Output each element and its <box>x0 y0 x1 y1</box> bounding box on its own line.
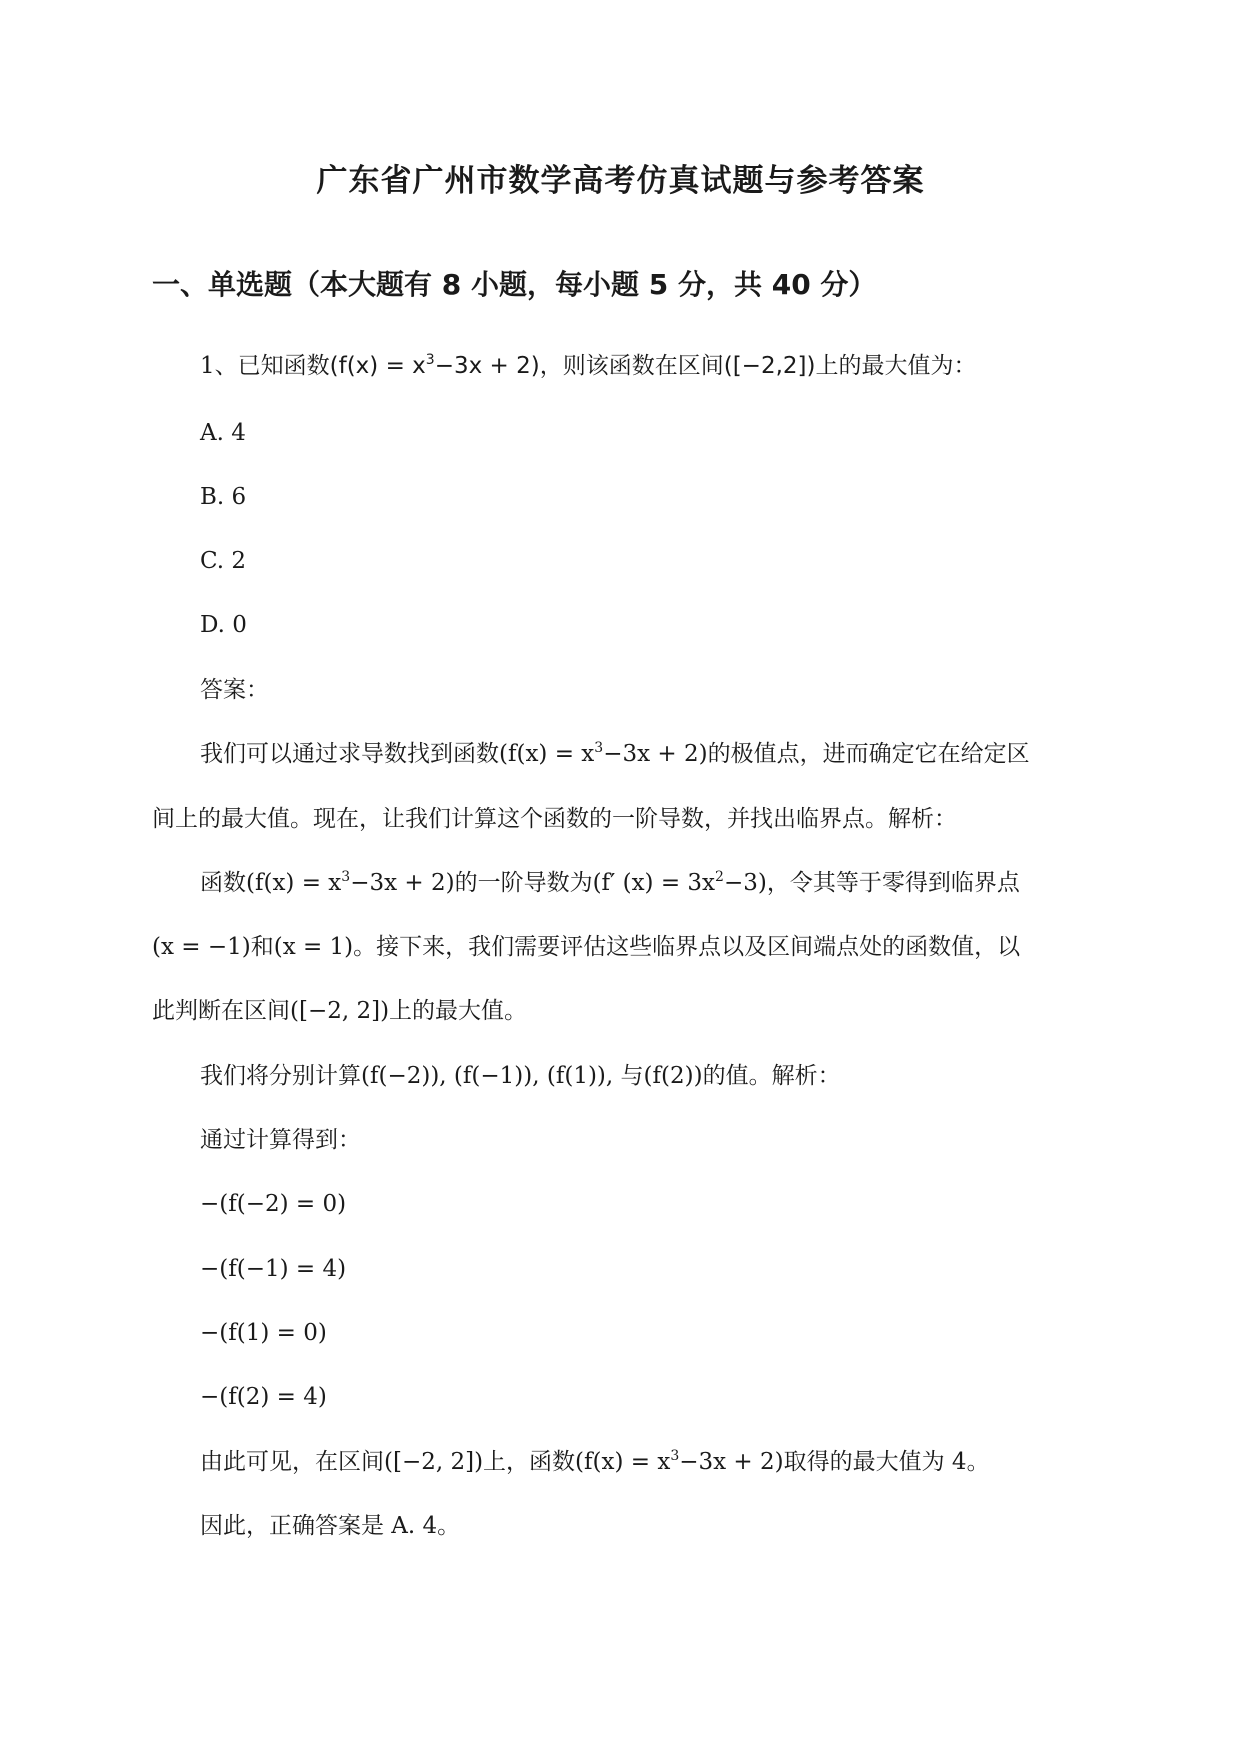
explanation-line: (x = −1)和(x = 1)。接下来，我们需要评估这些临界点以及区间端点处的函数值，以 <box>152 934 1021 960</box>
option-d: D. 0 <box>200 612 247 638</box>
option-b: B. 6 <box>200 484 247 510</box>
option-c: C. 2 <box>200 548 247 574</box>
result-line: −(f(−1) = 4) <box>200 1256 347 1282</box>
section-heading: 一、单选题（本大题有 8 小题，每小题 5 分，共 40 分） <box>152 268 877 301</box>
explanation-line: 由此可见，在区间([−2, 2])上，函数$(f(x) = x^3-3x + 2)$取得的最大值为 4。 <box>200 1448 990 1475</box>
explanation-line: 间上的最大值。现在，让我们计算这个函数的一阶导数，并找出临界点。解析： <box>152 806 957 832</box>
result-line: −(f(−2) = 0) <box>200 1191 347 1217</box>
document-title: 广东省广州市数学高考仿真试题与参考答案 <box>316 163 925 199</box>
conclusion-line: 因此，正确答案是 A. 4。 <box>200 1513 461 1539</box>
answer-label: 答案： <box>200 677 269 703</box>
result-line: −(f(2) = 4) <box>200 1384 327 1410</box>
explanation-line: 通过计算得到： <box>200 1127 361 1153</box>
result-line: −(f(1) = 0) <box>200 1320 327 1346</box>
explanation-line: 此判断在区间([−2, 2])上的最大值。 <box>152 998 528 1024</box>
explanation-line: 我们可以通过求导数找到函数$(f(x) = x^3-3x + 2)$的极值点，进而确定它在给定区 <box>200 740 1030 767</box>
explanation-line: 函数$(f(x) = x^3-3x + 2)$的一阶导数为(f′ $(x) = 3x^2-3$)，令其等于零得到临界点 <box>200 869 1020 896</box>
explanation-line: 我们将分别计算(f(−2)), (f(−1)), (f(1)), 与(f(2))的值。解析： <box>200 1063 841 1089</box>
option-a: A. 4 <box>200 420 246 446</box>
question-stem: 1、已知函数$(f(x) = x^3-3x + 2)$，则该函数在区间([−2,2])上的最大值为： <box>200 352 977 379</box>
